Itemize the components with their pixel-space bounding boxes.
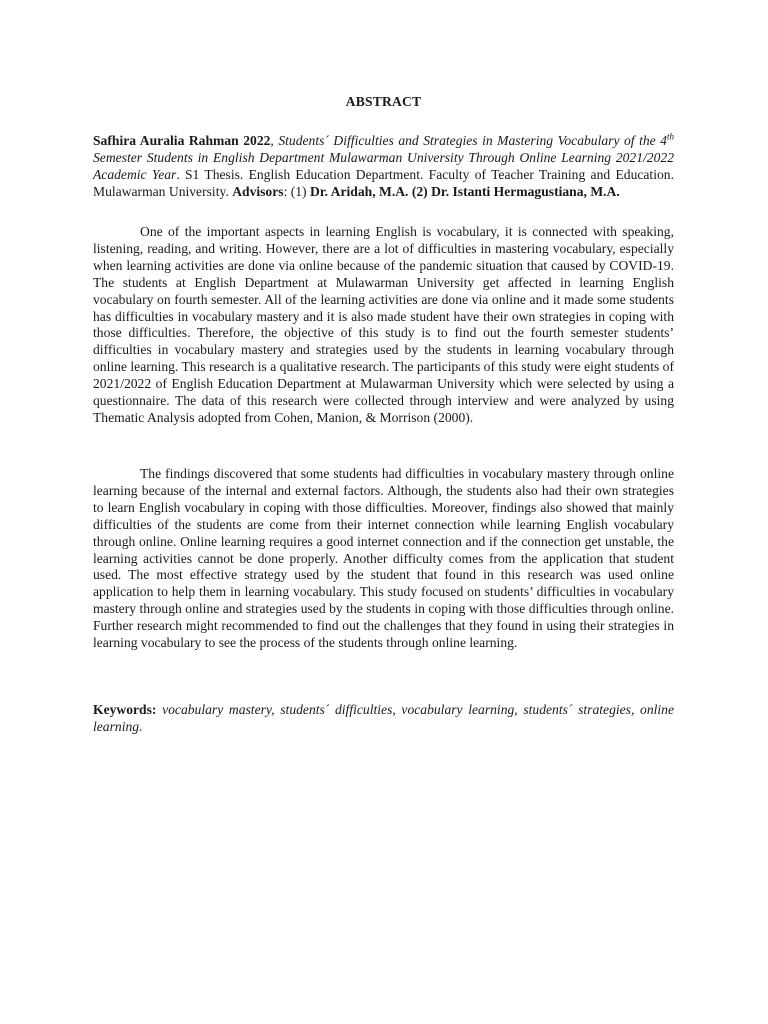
advisors-label: Advisors <box>232 183 284 199</box>
thesis-title-part-b: Semester Students in English Department Mulawarman University Through Online Learning 2021/2022 Academic Year <box>93 149 674 182</box>
citation-block <box>93 133 674 201</box>
thesis-title-superscript: th <box>666 131 674 142</box>
abstract-title: ABSTRACT <box>345 94 422 109</box>
advisors-colon: : (1) <box>283 183 310 199</box>
keywords-text: vocabulary mastery, students´ difficulties, vocabulary learning, students´ strategies, online learning. <box>93 702 674 734</box>
advisor-2: Dr. Istanti Hermagustiana, M.A. <box>431 183 620 199</box>
thesis-title-part-a: Students´ Difficulties and Strategies in Mastering Vocabulary of the 4 <box>278 133 667 148</box>
advisor-1: Dr. Aridah, M.A. <box>310 183 409 199</box>
keywords-block <box>93 702 674 736</box>
abstract-paragraph-2: The findings discovered that some students had difficulties in vocabulary mastery through online learning because of the internal and external factors. Although, the students also had their own strategies to learn English vocabulary in coping with those difficulties. Moreover, findings also showed that mainly difficulties of the students are come from their internet connection while learning English vocabulary through online. Online learning requires a good internet connection and if the connection get unstable, the learning activities cannot be done properly. Another difficulty comes from the application that student used. The most effective strategy used by the student that found in this research was used online application to help them in learning vocabulary. This study focused on students’ difficulties in vocabulary mastery through online and strategies used by the students in coping with those difficulties through online. Further research might recommended to find out the challenges that they found in using their strategies in learning vocabulary to see the process of the students through online learning. <box>93 466 674 651</box>
abstract-paragraph-1: One of the important aspects in learning English is vocabulary, it is connected with speaking, listening, reading, and writing. However, there are a lot of difficulties in mastering vocabulary, especially when learning activities are done via online because of the pandemic situation that caused by COVID-19. The students at English Department at Mulawarman University get affected in learning English vocabulary on fourth semester. All of the learning activities are done via online and it made some students has difficulties in vocabulary mastery and it is also made student have their own strategies in coping with those difficulties. Therefore, the objective of this study is to find out the fourth semester students’ difficulties in vocabulary mastery and strategies used by the students in learning vocabulary through online learning. This research is a qualitative research. The participants of this study were eight students of 2021/2022 of English Education Department at Mulawarman University which were selected by using a questionnaire. The data of this research were collected through interview and were analyzed by using Thematic Analysis adopted from Cohen, Manion, & Morrison (2000). <box>93 224 674 425</box>
citation-separator: , <box>270 133 279 148</box>
advisor-separator: (2) <box>408 183 432 199</box>
keywords-label: Keywords: <box>93 702 157 717</box>
thesis-details: . S1 Thesis. English Education Department. Faculty of Teacher Training and Education. Mulawarman University. <box>93 166 674 199</box>
author-year: Safhira Auralia Rahman 2022 <box>93 133 271 148</box>
